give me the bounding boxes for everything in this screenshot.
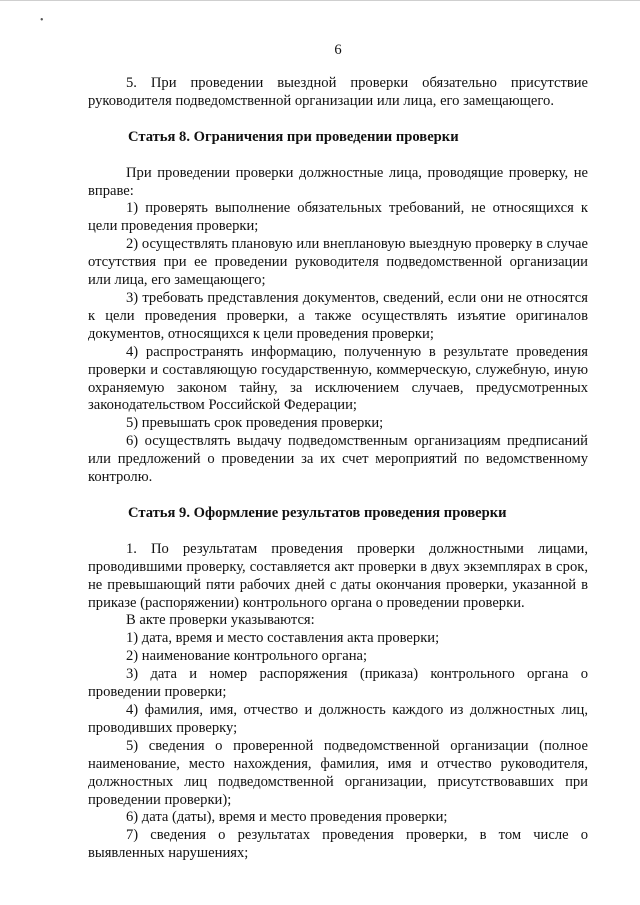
list-item: 4) распространять информацию, полученную в результате проведения проверки и составляющую государственную, коммерческую, служебную, иную охраняемую законом тайну, за исключением случаев, предусмотренных законодательством Российской Федерации; bbox=[88, 343, 588, 414]
page-number: 6 bbox=[334, 42, 342, 58]
paragraph: При проведении проверки должностные лица, проводящие проверку, не вправе: bbox=[88, 164, 588, 199]
corner-mark: • bbox=[40, 15, 44, 26]
section-heading-article-8: Статья 8. Ограничения при проведении проверки bbox=[128, 128, 459, 145]
paragraph: 1. По результатам проведения проверки должностными лицами, проводившими проверку, составляется акт проверки в двух экземплярах в срок, не превышающий пяти рабочих дней с даты окончания проверки, указанной в приказе (распоряжении) контрольного органа о проведении проверки. bbox=[88, 540, 588, 611]
list-item: 2) наименование контрольного органа; bbox=[126, 648, 368, 665]
list-item: 6) осуществлять выдачу подведомственным организациям предписаний или предложений о проведении за их счет мероприятий по ведомственному контролю. bbox=[88, 433, 588, 486]
document-page bbox=[88, 42, 588, 863]
scan-edge-line bbox=[0, 0, 640, 1]
list-item: 4) фамилия, имя, отчество и должность каждого из должностных лиц, проводивших проверку; bbox=[88, 702, 588, 736]
list-item: 5) превышать срок проведения проверки; bbox=[126, 415, 384, 432]
list-item: 1) проверять выполнение обязательных требований, не относящихся к цели проведения проверки; bbox=[88, 200, 588, 235]
list-item: 5) сведения о проверенной подведомственной организации (полное наименование, место нахождения, фамилия, имя и отчество руководителя, должностных лиц подведомственной организации, присутствовавших при проведении проверки); bbox=[88, 737, 588, 808]
list-item: 6) дата (даты), время и место проведения проверки; bbox=[126, 809, 448, 826]
paragraph: 5. При проведении выездной проверки обязательно присутствие руководителя подведомственной организации или лица, его замещающего. bbox=[88, 74, 588, 109]
list-item: 3) дата и номер распоряжения (приказа) контрольного органа о проведении проверки; bbox=[88, 666, 588, 701]
list-item: 3) требовать представления документов, сведений, если они не относятся к цели проведения проверки, а также осуществлять изъятие оригиналов документов, относящихся к цели проведения проверки; bbox=[88, 289, 588, 342]
list-item: 7) сведения о результатах проведения проверки, в том числе о выявленных нарушениях; bbox=[88, 827, 588, 862]
list-item: 1) дата, время и место составления акта проверки; bbox=[126, 630, 440, 647]
list-item: 2) осуществлять плановую или внеплановую выездную проверку в случае отсутствия при ее проведении руководителя подведомственной организации или лица, его замещающего; bbox=[88, 236, 588, 289]
section-heading-article-9: Статья 9. Оформление результатов проведения проверки bbox=[128, 504, 507, 521]
paragraph: В акте проверки указываются: bbox=[126, 612, 315, 629]
